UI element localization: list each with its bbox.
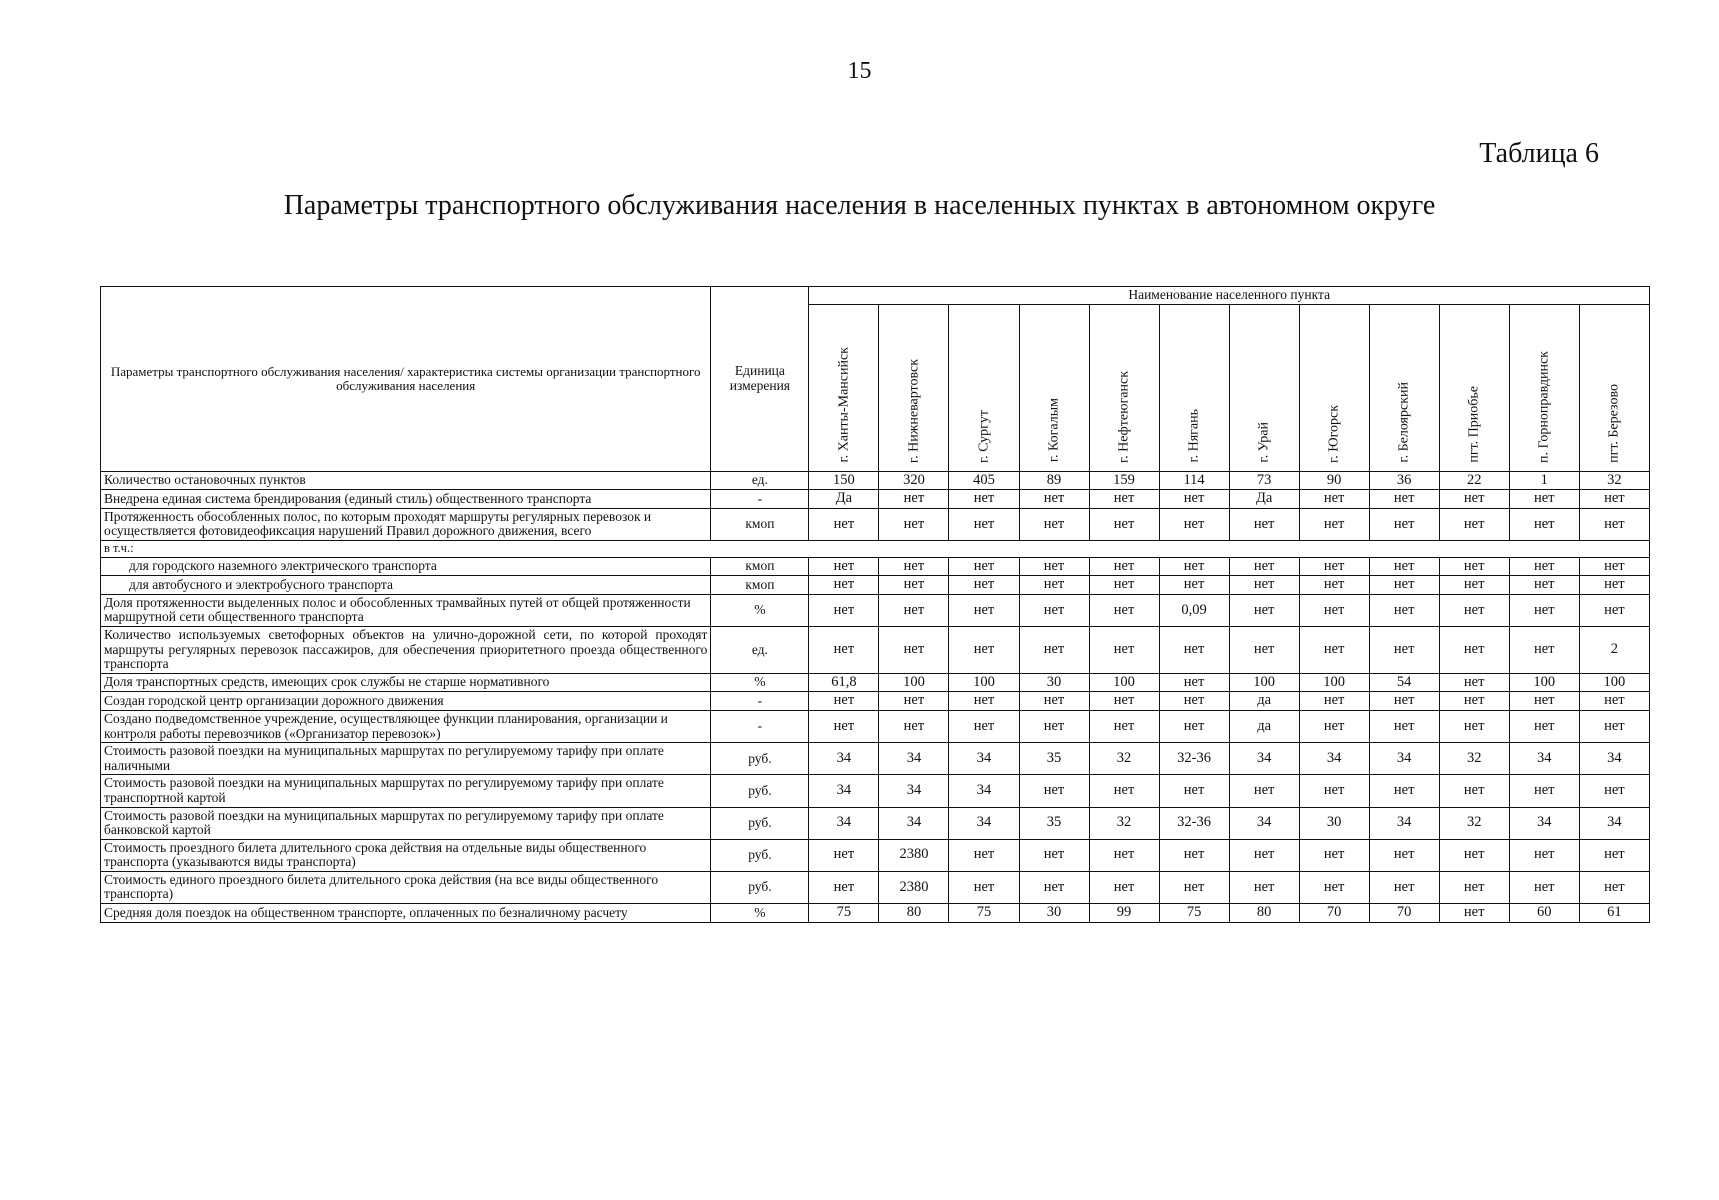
value-cell: нет [1509,508,1579,540]
value-cell: 34 [1229,743,1299,775]
value-cell: нет [1579,576,1649,595]
value-cell: нет [1439,627,1509,674]
value-cell: нет [949,490,1019,509]
unit-cell: руб. [711,775,809,807]
value-cell: нет [1299,557,1369,576]
header-unit: Единица измерения [711,287,809,472]
value-cell: нет [949,576,1019,595]
value-cell: нет [1369,839,1439,871]
value-cell: нет [1089,775,1159,807]
value-cell: нет [879,627,949,674]
header-city [809,304,879,471]
parameter-name: Создан городской центр организации дорожного движения [101,692,711,711]
value-cell: нет [1299,594,1369,626]
value-cell: 80 [1229,904,1299,923]
value-cell: нет [1229,557,1299,576]
value-cell: нет [1089,508,1159,540]
value-cell: нет [809,711,879,743]
table-label: Таблица 6 [1479,138,1599,169]
value-cell: нет [949,508,1019,540]
table-body [101,471,1650,922]
table-row [101,471,1650,490]
value-cell: 1 [1509,471,1579,490]
value-cell: нет [1439,490,1509,509]
table-row [101,775,1650,807]
header-city-label: г. Сургут [976,409,992,463]
value-cell: 34 [1509,807,1579,839]
value-cell: 405 [949,471,1019,490]
value-cell: нет [949,557,1019,576]
value-cell: 54 [1369,673,1439,692]
value-cell: да [1229,692,1299,711]
unit-cell: руб. [711,839,809,871]
value-cell: 2380 [879,839,949,871]
value-cell: 70 [1299,904,1369,923]
value-cell: 34 [949,743,1019,775]
value-cell: нет [1229,871,1299,903]
value-cell: 30 [1299,807,1369,839]
value-cell: 34 [1299,743,1369,775]
table-row [101,904,1650,923]
value-cell: нет [1509,711,1579,743]
unit-cell: ед. [711,627,809,674]
value-cell: нет [1439,904,1509,923]
value-cell: нет [1509,594,1579,626]
value-cell: нет [1019,692,1089,711]
value-cell: нет [1089,692,1159,711]
value-cell: нет [1369,557,1439,576]
value-cell: нет [1509,775,1579,807]
value-cell: нет [1369,871,1439,903]
value-cell: нет [1019,576,1089,595]
value-cell: 32-36 [1159,807,1229,839]
value-cell: 32 [1439,807,1509,839]
table-row [101,711,1650,743]
value-cell: нет [879,508,949,540]
value-cell: нет [879,557,949,576]
value-cell: да [1229,711,1299,743]
table-header-row [101,287,1650,305]
value-cell: нет [1299,711,1369,743]
value-cell: 89 [1019,471,1089,490]
value-cell: 159 [1089,471,1159,490]
value-cell: 100 [1229,673,1299,692]
parameter-name: Количество используемых светофорных объектов на улично-дорожной сети, по которой проходят маршруты регулярных перевозок пассажиров, для обеспечения приоритетного проезда общественного транспорта [101,627,711,674]
parameter-name: Количество остановочных пунктов [101,471,711,490]
value-cell: 30 [1019,904,1089,923]
table-row [101,594,1650,626]
value-cell: нет [1439,692,1509,711]
header-city [879,304,949,471]
unit-cell: % [711,904,809,923]
value-cell: нет [1019,775,1089,807]
value-cell: нет [1579,711,1649,743]
value-cell: нет [1089,576,1159,595]
value-cell: нет [879,576,949,595]
value-cell: нет [1439,508,1509,540]
value-cell: нет [1369,692,1439,711]
value-cell: нет [1019,508,1089,540]
value-cell: нет [879,594,949,626]
value-cell: 0,09 [1159,594,1229,626]
value-cell: нет [1159,490,1229,509]
parameter-name: для городского наземного электрического транспорта [101,557,711,576]
value-cell: нет [879,711,949,743]
unit-cell: % [711,594,809,626]
value-cell: 34 [1369,807,1439,839]
value-cell: нет [1159,692,1229,711]
value-cell: нет [1369,711,1439,743]
value-cell: 34 [949,775,1019,807]
value-cell: нет [1439,576,1509,595]
header-city-label: г. Когалым [1046,398,1062,463]
value-cell: 35 [1019,807,1089,839]
value-cell: нет [1579,692,1649,711]
value-cell: нет [1439,871,1509,903]
value-cell: нет [1229,594,1299,626]
value-cell: нет [1019,711,1089,743]
header-city [1229,304,1299,471]
header-city-label: г. Нижневартовск [906,358,922,463]
value-cell: нет [1019,627,1089,674]
value-cell: 35 [1019,743,1089,775]
header-city-label: пгт. Приобье [1466,385,1482,463]
value-cell: нет [949,627,1019,674]
unit-cell: кмоп [711,576,809,595]
value-cell: 30 [1019,673,1089,692]
value-cell: нет [809,508,879,540]
header-city [1579,304,1649,471]
unit-cell: - [711,692,809,711]
parameter-name: Средняя доля поездок на общественном транспорте, оплаченных по безналичному расчету [101,904,711,923]
value-cell: 34 [1509,743,1579,775]
parameter-name: Создано подведомственное учреждение, осуществляющее функции планирования, организации и контроля работы перевозчиков («Организатор перевозок») [101,711,711,743]
value-cell: 34 [809,775,879,807]
value-cell: 150 [809,471,879,490]
header-city-label: г. Нягань [1186,409,1202,463]
table-row [101,807,1650,839]
value-cell: 36 [1369,471,1439,490]
value-cell: нет [1299,508,1369,540]
value-cell: 114 [1159,471,1229,490]
parameter-name: Стоимость единого проездного билета длительного срока действия (на все виды общественного транспорта) [101,871,711,903]
table-subheading-row [101,541,1650,558]
unit-cell: - [711,490,809,509]
value-cell: 70 [1369,904,1439,923]
value-cell: нет [1299,627,1369,674]
header-city [949,304,1019,471]
value-cell: нет [949,594,1019,626]
value-cell: 100 [949,673,1019,692]
value-cell: 34 [1229,807,1299,839]
value-cell: нет [1019,490,1089,509]
value-cell: нет [1439,673,1509,692]
parameter-name: Стоимость разовой поездки на муниципальных маршрутах по регулируемому тарифу при оплате наличными [101,743,711,775]
unit-cell: - [711,711,809,743]
value-cell: 32 [1089,807,1159,839]
value-cell: 73 [1229,471,1299,490]
value-cell: нет [809,839,879,871]
unit-cell: руб. [711,743,809,775]
value-cell: нет [1299,839,1369,871]
value-cell: нет [1159,508,1229,540]
value-cell: нет [1509,839,1579,871]
parameter-name: Доля протяженности выделенных полос и обособленных трамвайных путей от общей протяженности маршрутной сети общественного транспорта [101,594,711,626]
table-row [101,673,1650,692]
value-cell: нет [1579,508,1649,540]
unit-cell: кмоп [711,508,809,540]
value-cell: нет [1509,557,1579,576]
value-cell: нет [1439,711,1509,743]
value-cell: 34 [1579,807,1649,839]
value-cell: нет [949,871,1019,903]
value-cell: Да [809,490,879,509]
value-cell: нет [1509,692,1579,711]
value-cell: нет [949,711,1019,743]
value-cell: 100 [1509,673,1579,692]
value-cell: нет [1299,871,1369,903]
value-cell: 32 [1579,471,1649,490]
value-cell: нет [1299,490,1369,509]
value-cell: нет [1369,594,1439,626]
value-cell: 61,8 [809,673,879,692]
value-cell: 100 [1579,673,1649,692]
value-cell: 2 [1579,627,1649,674]
header-city [1159,304,1229,471]
value-cell: нет [1159,673,1229,692]
header-parameter: Параметры транспортного обслуживания населения/ характеристика системы организации транспортного обслуживания населения [101,287,711,472]
value-cell: 34 [809,807,879,839]
value-cell: нет [809,871,879,903]
value-cell: нет [1369,508,1439,540]
unit-cell: руб. [711,871,809,903]
value-cell: нет [1159,871,1229,903]
parameter-name: Стоимость разовой поездки на муниципальных маршрутах по регулируемому тарифу при оплате транспортной картой [101,775,711,807]
value-cell: 61 [1579,904,1649,923]
value-cell: 32 [1439,743,1509,775]
value-cell: нет [1299,692,1369,711]
header-city-label: г. Югорск [1326,404,1342,463]
header-city [1019,304,1089,471]
value-cell: нет [1229,627,1299,674]
value-cell: нет [1439,775,1509,807]
header-city [1509,304,1579,471]
header-city-label: пгт. Березово [1606,383,1622,463]
value-cell: нет [1579,557,1649,576]
value-cell: нет [1159,576,1229,595]
value-cell: 100 [879,673,949,692]
value-cell: нет [1019,871,1089,903]
value-cell: 34 [879,807,949,839]
table-row [101,839,1650,871]
value-cell: 100 [1089,673,1159,692]
value-cell: нет [1019,594,1089,626]
parameter-name: Внедрена единая система брендирования (единый стиль) общественного транспорта [101,490,711,509]
value-cell: 2380 [879,871,949,903]
parameter-name: Стоимость разовой поездки на муниципальных маршрутах по регулируемому тарифу при оплате банковской картой [101,807,711,839]
value-cell: 34 [809,743,879,775]
value-cell: нет [1509,871,1579,903]
value-cell: нет [879,490,949,509]
value-cell: нет [1439,557,1509,576]
value-cell: нет [949,692,1019,711]
value-cell: нет [1089,594,1159,626]
value-cell: нет [809,557,879,576]
value-cell: 320 [879,471,949,490]
value-cell: 34 [879,743,949,775]
value-cell: нет [1509,576,1579,595]
table-row [101,871,1650,903]
document-title: Параметры транспортного обслуживания населения в населенных пунктах в автономном округе [283,190,1436,221]
value-cell: 60 [1509,904,1579,923]
value-cell: нет [1439,594,1509,626]
value-cell: 34 [1579,743,1649,775]
value-cell: 34 [879,775,949,807]
value-cell: нет [1369,576,1439,595]
header-city [1299,304,1369,471]
value-cell: нет [879,692,949,711]
value-cell: нет [1229,775,1299,807]
value-cell: нет [1299,775,1369,807]
value-cell: нет [1229,576,1299,595]
value-cell: нет [1159,557,1229,576]
value-cell: нет [1159,627,1229,674]
page-number: 15 [847,58,872,84]
unit-cell: кмоп [711,557,809,576]
value-cell: 32-36 [1159,743,1229,775]
table-row [101,557,1650,576]
value-cell: 22 [1439,471,1509,490]
value-cell: нет [1019,839,1089,871]
value-cell: нет [1229,508,1299,540]
header-city-label: г. Урай [1256,422,1272,463]
header-city [1089,304,1159,471]
value-cell: нет [1089,557,1159,576]
table-row [101,743,1650,775]
value-cell: нет [1579,775,1649,807]
value-cell: нет [1089,627,1159,674]
value-cell: нет [949,839,1019,871]
value-cell: 75 [809,904,879,923]
header-city-label: г. Белоярский [1396,382,1412,463]
value-cell: нет [1579,871,1649,903]
value-cell: нет [1299,576,1369,595]
value-cell: нет [1579,490,1649,509]
subheading-label: в т.ч.: [101,541,1650,558]
table-row [101,627,1650,674]
value-cell: 32 [1089,743,1159,775]
value-cell: нет [1159,775,1229,807]
value-cell: нет [1089,871,1159,903]
table-row [101,490,1650,509]
value-cell: 80 [879,904,949,923]
unit-cell: руб. [711,807,809,839]
parameter-name: Стоимость проездного билета длительного срока действия на отдельные виды общественного транспорта (указываются виды транспорта) [101,839,711,871]
value-cell: 75 [949,904,1019,923]
unit-cell: % [711,673,809,692]
value-cell: нет [1509,490,1579,509]
value-cell: 100 [1299,673,1369,692]
header-city-label: г. Нефтеюганск [1116,370,1132,463]
value-cell: нет [809,692,879,711]
parameter-name: Доля транспортных средств, имеющих срок службы не старше нормативного [101,673,711,692]
value-cell: нет [1579,594,1649,626]
value-cell: нет [1439,839,1509,871]
value-cell: нет [1089,839,1159,871]
value-cell: нет [1229,839,1299,871]
header-settlement-group: Наименование населенного пункта [809,287,1650,305]
value-cell: нет [1369,627,1439,674]
header-city [1439,304,1509,471]
table-row [101,576,1650,595]
value-cell: нет [1019,557,1089,576]
table-row [101,508,1650,540]
header-city-label: п. Горноправдинск [1536,350,1552,463]
value-cell: Да [1229,490,1299,509]
value-cell: нет [809,594,879,626]
parameter-name: для автобусного и электробусного транспорта [101,576,711,595]
value-cell: 99 [1089,904,1159,923]
table-row [101,692,1650,711]
value-cell: нет [1369,775,1439,807]
value-cell: нет [809,576,879,595]
value-cell: 90 [1299,471,1369,490]
value-cell: нет [1089,490,1159,509]
value-cell: нет [1579,839,1649,871]
value-cell: нет [1159,839,1229,871]
value-cell: нет [809,627,879,674]
parameters-table [100,286,1650,923]
header-city-label: г. Ханты-Мансийск [836,347,852,463]
value-cell: 75 [1159,904,1229,923]
value-cell: 34 [949,807,1019,839]
value-cell: нет [1509,627,1579,674]
value-cell: нет [1089,711,1159,743]
value-cell: 34 [1369,743,1439,775]
unit-cell: ед. [711,471,809,490]
value-cell: нет [1159,711,1229,743]
parameter-name: Протяженность обособленных полос, по которым проходят маршруты регулярных перевозок и осуществляется фотовидеофиксация нарушений Правил дорожного движения, всего [101,508,711,540]
value-cell: нет [1369,490,1439,509]
header-city [1369,304,1439,471]
